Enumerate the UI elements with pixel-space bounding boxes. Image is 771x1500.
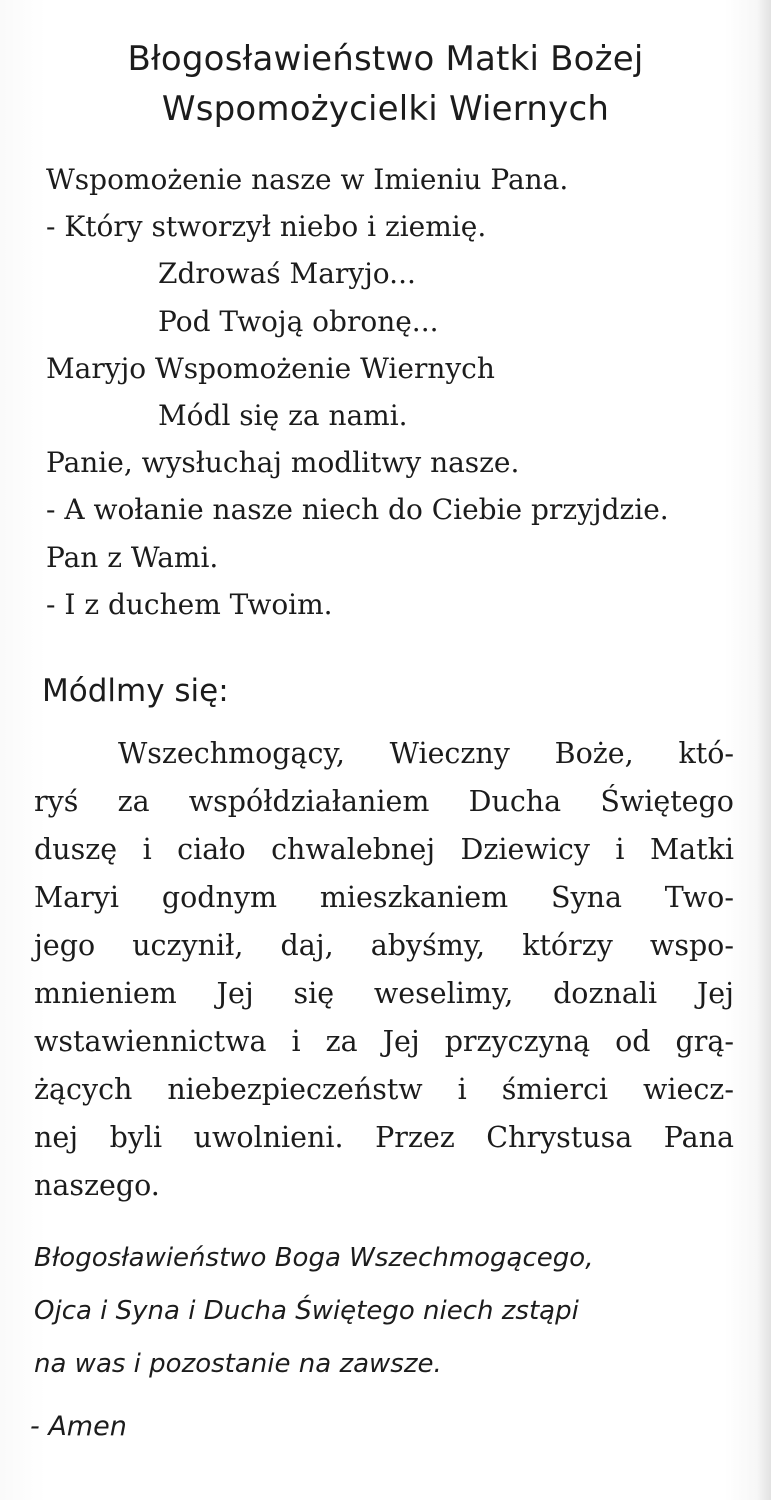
prayer-word: Boże,: [554, 737, 634, 770]
prayer-line: [34, 970, 734, 1018]
prayer-line: [34, 874, 734, 922]
liturgy-line: - Który stworzył niebo i ziemię.: [46, 210, 487, 244]
prayer-word: Pana: [663, 1121, 734, 1154]
prayer-word: nej: [34, 1121, 79, 1154]
prayer-word: i: [457, 1073, 467, 1106]
blessing-line: Ojca i Syna i Ducha Świętego niech zstąpi: [34, 1296, 579, 1326]
prayer-word: i: [291, 1025, 301, 1058]
prayer-word: Syna: [550, 881, 622, 914]
prayer-word: Chrystusa: [486, 1121, 633, 1154]
prayer-heading: Módlmy się:: [42, 673, 229, 709]
prayer-word: od: [615, 1025, 651, 1058]
prayer-word: żących: [34, 1073, 133, 1106]
prayer-word: jego: [34, 929, 96, 962]
prayer-word: Matki: [649, 833, 734, 866]
prayer-line: [34, 1018, 734, 1066]
prayer-word: Przez: [375, 1121, 455, 1154]
prayer-line: [34, 1162, 734, 1210]
prayer-word: grą-: [675, 1025, 734, 1058]
liturgy-line: - A wołanie nasze niech do Ciebie przyjdzie.: [46, 493, 669, 527]
prayer-word: Wszechmogący,: [118, 737, 345, 770]
prayer-word: byli: [109, 1121, 163, 1154]
prayer-word: śmierci: [501, 1073, 609, 1106]
liturgy-line: - I z duchem Twoim.: [46, 587, 333, 621]
prayer-word: którzy: [522, 929, 613, 962]
final-blessing: [34, 1232, 764, 1391]
prayer-word: abyśmy,: [370, 929, 486, 962]
prayer-line: [34, 922, 734, 970]
prayer-word: ryś: [34, 785, 79, 818]
prayer-line: [34, 778, 734, 826]
prayer-word: niebezpieczeństw: [167, 1073, 423, 1106]
liturgy-line: Módl się za nami.: [158, 399, 408, 433]
prayer-word: godnym: [161, 881, 277, 914]
prayer-line: [34, 826, 734, 874]
amen-response: - Amen: [30, 1411, 127, 1442]
prayer-word: mieszkaniem: [319, 881, 509, 914]
title-line-1: Błogosławieństwo Matki Bożej: [127, 39, 644, 79]
prayer-word: daj,: [280, 929, 334, 962]
prayer-word: duszę: [34, 833, 118, 866]
prayer-word: doznali: [553, 977, 658, 1010]
liturgy-line: Pan z Wami.: [46, 540, 219, 574]
liturgy-dialogue: [46, 156, 746, 628]
prayer-word: za: [325, 1025, 358, 1058]
prayer-word: któ-: [678, 737, 734, 770]
blessing-line: Błogosławieństwo Boga Wszechmogącego,: [34, 1243, 594, 1273]
prayer-word: i: [142, 833, 152, 866]
prayer-body: [34, 730, 734, 1210]
prayer-word: wspo-: [649, 929, 734, 962]
prayer-word: uczynił,: [132, 929, 244, 962]
prayer-word: uwolnieni.: [193, 1121, 344, 1154]
prayer-line: [34, 1066, 734, 1114]
liturgy-line: Maryjo Wspomożenie Wiernych: [46, 351, 495, 385]
prayer-line: [34, 730, 734, 778]
prayer-word: Wieczny: [389, 737, 510, 770]
liturgy-line: Wspomożenie nasze w Imieniu Pana.: [46, 163, 569, 196]
prayer-word: przyczyną: [444, 1025, 591, 1058]
prayer-word: się: [293, 977, 335, 1010]
prayer-word: ciało: [177, 833, 246, 866]
prayer-word: naszego.: [34, 1169, 160, 1202]
liturgy-line: Panie, wysłuchaj modlitwy nasze.: [46, 446, 520, 480]
prayer-word: Ducha: [468, 785, 562, 818]
prayer-word: Świętego: [600, 785, 734, 818]
prayer-word: wiecz-: [642, 1073, 734, 1106]
prayer-word: mnieniem: [34, 977, 177, 1010]
prayer-word: weselimy,: [373, 977, 514, 1010]
liturgy-line: Pod Twoją obronę...: [158, 304, 439, 338]
prayer-word: chwalebnej: [271, 833, 436, 866]
prayer-word: i: [615, 833, 625, 866]
prayer-word: Jej: [216, 977, 254, 1010]
liturgy-line: Zdrowaś Maryjo...: [158, 257, 416, 291]
title-line-2: Wspomożycielki Wiernych: [161, 89, 610, 129]
prayer-word: Maryi: [34, 881, 120, 914]
prayer-word: Jej: [382, 1025, 420, 1058]
page-title: [0, 34, 771, 134]
prayer-word: Dziewicy: [460, 833, 590, 866]
prayer-line: [34, 1114, 734, 1162]
prayer-word: Jej: [696, 977, 734, 1010]
blessing-line: na was i pozostanie na zawsze.: [34, 1349, 442, 1379]
prayer-word: Two-: [664, 881, 734, 914]
prayer-word: wstawiennictwa: [34, 1025, 267, 1058]
prayer-word: współdziałaniem: [188, 785, 430, 818]
prayer-word: za: [117, 785, 150, 818]
